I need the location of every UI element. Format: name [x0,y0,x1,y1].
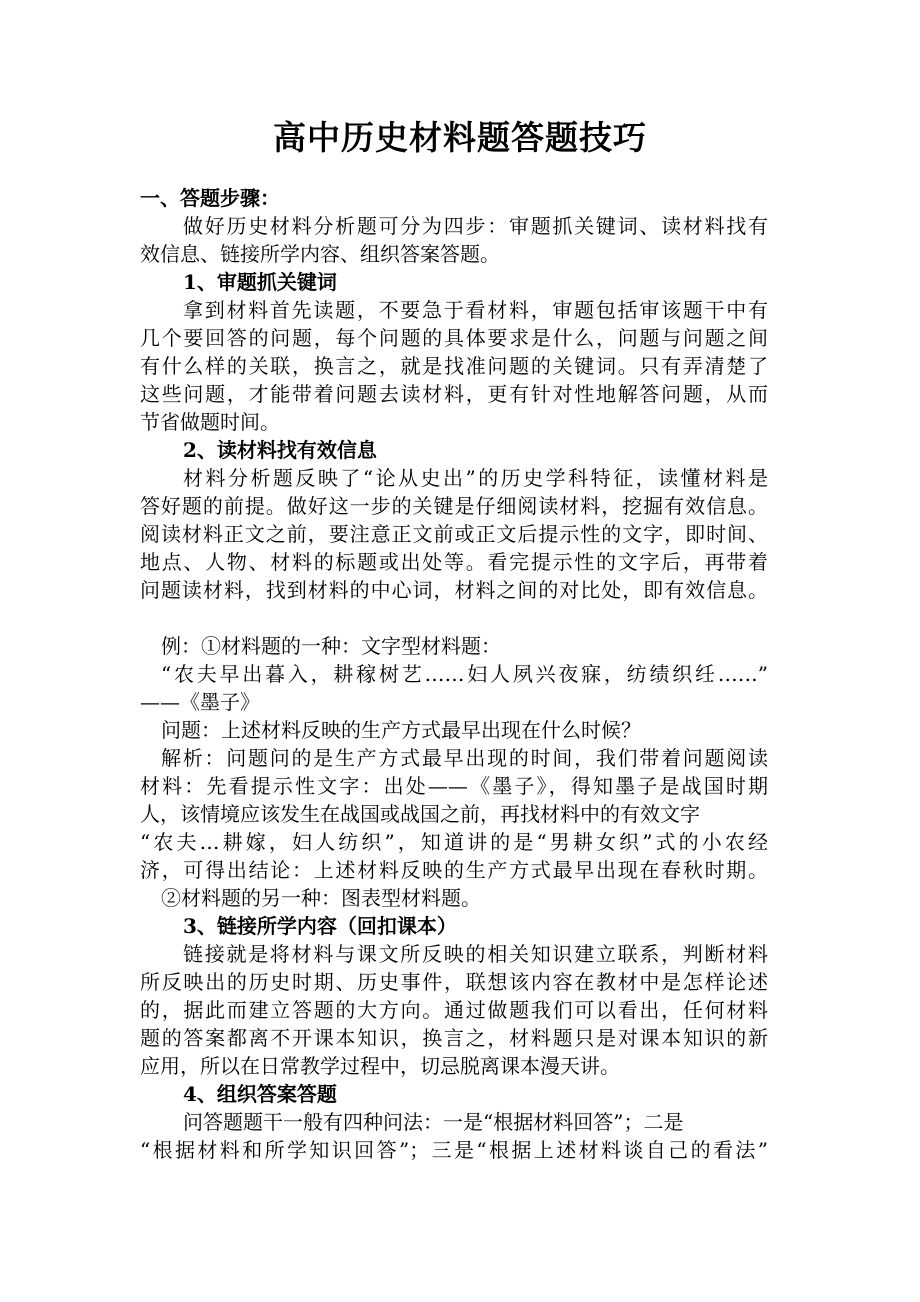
paragraph-line: 解析：问题问的是生产方式最早出现的时间，我们带着问题阅读 [161,746,768,770]
blank-line [140,604,768,632]
paragraph-line: 效信息、链接所学内容、组织答案答题。 [140,242,500,266]
subheading: 3、链接所学内容（回扣课本） [183,914,457,938]
paragraph-line: 人，该情境应该发生在战国或战国之前，再找材料中的有效文字 [140,802,700,826]
paragraph-line: ②材料题的另一种：图表型材料题。 [161,886,481,910]
paragraph-line: 题的答案都离不开课本知识，换言之，材料题只是对课本知识的新 [140,1026,768,1050]
paragraph-line: 的，据此而建立答题的大方向。通过做题我们可以看出，任何材料 [140,998,768,1022]
paragraph-line: 答好题的前提。做好这一步的关键是仔细阅读材料，挖掘有效信息。 [140,494,768,518]
paragraph-line: 材料分析题反映了“论从史出”的历史学科特征，读懂材料是 [183,466,768,490]
paragraph-line: 问题读材料，找到材料的中心词，材料之间的对比处，即有效信息。 [140,578,768,602]
paragraph-line: 问答题题干一般有四种问法：一是“根据材料回答”；二是 [183,1110,684,1134]
paragraph-line: 地点、人物、材料的标题或出处等。看完提示性的文字后，再带着 [140,550,768,574]
paragraph-line: “根据材料和所学知识回答”；三是“根据上述材料谈自己的看法” [140,1138,768,1162]
subheading: 1、审题抓关键词 [183,270,337,294]
paragraph-line: ——《墨子》 [140,690,260,714]
paragraph-line: 拿到材料首先读题，不要急于看材料，审题包括审该题干中有 [183,298,768,322]
subheading: 2、读材料找有效信息 [183,438,377,462]
document-body [140,184,768,1164]
paragraph-line: 有什么样的关联，换言之，就是找准问题的关键词。只有弄清楚了 [140,354,768,378]
paragraph-line: 问题：上述材料反映的生产方式最早出现在什么时候？ [161,718,641,742]
paragraph-line: 例：①材料题的一种：文字型材料题： [161,634,501,658]
paragraph-line: 材料：先看提示性文字：出处——《墨子》，得知墨子是战国时期 [140,774,768,798]
paragraph-line: 阅读材料正文之前，要注意正文前或正文后提示性的文字，即时间、 [140,522,768,546]
paragraph-line: “农夫早出暮入，耕稼树艺……妇人夙兴夜寐，纺绩织纴……” [161,662,768,686]
document-title: 高中历史材料题答题技巧 [273,118,647,157]
section-heading: 一、答题步骤： [140,186,280,210]
subheading: 4、组织答案答题 [183,1082,337,1106]
paragraph-line: 做好历史材料分析题可分为四步：审题抓关键词、读材料找有 [183,214,768,238]
paragraph-line: 济，可得出结论：上述材料反映的生产方式最早出现在春秋时期。 [140,858,768,882]
paragraph-line: 这些问题，才能带着问题去读材料，更有针对性地解答问题，从而 [140,382,768,406]
paragraph-line: 链接就是将材料与课文所反映的相关知识建立联系，判断材料 [183,942,768,966]
paragraph-line: 所反映出的历史时期、历史事件，联想该内容在教材中是怎样论述 [140,970,768,994]
paragraph-line: 几个要回答的问题，每个问题的具体要求是什么，问题与问题之间 [140,326,768,350]
paragraph-line: 应用，所以在日常教学过程中，切忌脱离课本漫天讲。 [140,1054,620,1078]
paragraph-line: 节省做题时间。 [140,410,280,434]
paragraph-line: “农夫…耕嫁，妇人纺织”，知道讲的是“男耕女织”式的小农经 [140,830,768,854]
